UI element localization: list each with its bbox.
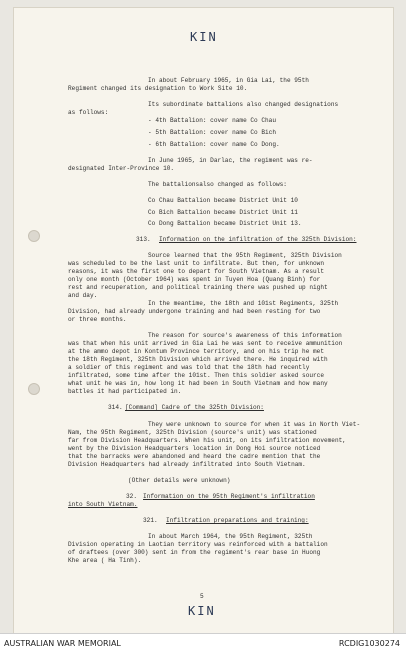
- text-line: at the ammo depot in Kontum Province territory, and on his trip he met: [68, 348, 324, 355]
- text-line: of draftees (over 300) sent in from the regiment's rear base in Huong: [68, 549, 321, 556]
- text-line: reasons, it was the first one to depart for South Vietnam. As a result: [68, 268, 324, 275]
- handwritten-mark-bottom: KIN: [188, 604, 216, 618]
- text-line: or three months.: [68, 316, 127, 323]
- section-number: 313.: [136, 236, 151, 243]
- section-heading: Information on the 95th Regiment's infiltration: [143, 493, 315, 500]
- archive-name: AUSTRALIAN WAR MEMORIAL: [4, 639, 121, 648]
- text-line: only one month (October 1964) was spent in Tuyen Hoa (Quang Binh) for: [68, 276, 321, 283]
- text-line: rest and recuperation, and political training there was pushed up night: [68, 284, 328, 291]
- section-heading: Information on the infiltration of the 325th Division:: [159, 236, 357, 243]
- text-line: In the meantime, the 18th and 101st Regiments, 325th: [148, 300, 339, 307]
- text-line: In about February 1965, in Gia Lai, the 95th: [148, 77, 309, 84]
- text-line: In about March 1964, the 95th Regiment, 325th: [148, 533, 313, 540]
- text-line: far from Division Headquarters. When his unit, on its infiltration movement,: [68, 437, 346, 444]
- handwritten-mark-top: KIN: [190, 30, 218, 44]
- text-line: that the barracks were abandoned and heard the cadre mention that the: [68, 453, 321, 460]
- text-line: as follows:: [68, 109, 109, 116]
- text-line: battles it had participated in.: [68, 388, 182, 395]
- text-line: In June 1965, in Darlac, the regiment was re-: [148, 157, 313, 164]
- section-number: 32.: [126, 493, 137, 500]
- text-line: designated Inter-Province 10.: [68, 165, 175, 172]
- text-line: the 18th Regiment, 325th Division which arrived there. He inquired with: [68, 356, 328, 363]
- text-line: (Other details were unknown): [128, 477, 231, 484]
- text-line: and day.: [68, 292, 98, 299]
- text-line: They were unknown to source for when it was in North Viet-: [148, 421, 361, 428]
- record-id: RCDIG1030274: [338, 639, 400, 648]
- text-line: Division Headquarters had already infiltrated into South Vietnam.: [68, 461, 306, 468]
- text-line: - 6th Battalion: cover name Co Dong.: [148, 141, 280, 148]
- text-line: Division operating in Laotian territory was reinforced with a battalion: [68, 541, 328, 548]
- punch-hole: [28, 230, 40, 242]
- section-heading: into South Vietnam.: [68, 501, 138, 508]
- text-line: The battalionsalso changed as follows:: [148, 181, 287, 188]
- text-line: a soldier of this regiment and was told that the 18th had recently: [68, 364, 310, 371]
- text-line: infiltrated, some time after the 101st. Then this soldier asked source: [68, 372, 324, 379]
- text-line: Nam, the 95th Regiment, 325th Division (source's unit) was stationed: [68, 429, 317, 436]
- text-line: Khe area ( Ha Tinh).: [68, 557, 142, 564]
- text-line: Regiment changed its designation to Work Site 10.: [68, 85, 248, 92]
- text-line: was that when his unit arrived in Gia Lai he was sent to receive ammunition: [68, 340, 343, 347]
- text-line: was scheduled to be the last unit to infiltrate. But then, for unknown: [68, 260, 324, 267]
- text-line: - 5th Battalion: cover name Co Bich: [148, 129, 276, 136]
- text-line: Its subordinate battalions also changed designations: [148, 101, 339, 108]
- page-number: 5: [200, 593, 204, 600]
- text-line: The reason for source's awareness of this information: [148, 332, 342, 339]
- text-line: - 4th Battalion: cover name Co Chau: [148, 117, 276, 124]
- punch-hole: [28, 383, 40, 395]
- section-heading: [Command] Cadre of the 325th Division:: [125, 404, 264, 411]
- section-heading: Infiltration preparations and training:: [166, 517, 309, 524]
- section-number: 314.: [108, 404, 123, 411]
- archive-footer: [0, 633, 406, 654]
- text-line: Division, had already undergone training and had been resting for two: [68, 308, 321, 315]
- text-line: what unit he was in, how long it had been in South Vietnam and how many: [68, 380, 328, 387]
- text-line: Co Chau Battalion became District Unit 10: [148, 197, 298, 204]
- text-line: went by the Division Headquarters location in Dong Hoi source noticed: [68, 445, 321, 452]
- text-line: Co Bich Battalion became District Unit 11: [148, 209, 298, 216]
- text-line: Co Dong Battalion became District Unit 13.: [148, 220, 302, 227]
- text-line: Source learned that the 95th Regiment, 325th Division: [148, 252, 342, 259]
- section-number: 321.: [143, 517, 158, 524]
